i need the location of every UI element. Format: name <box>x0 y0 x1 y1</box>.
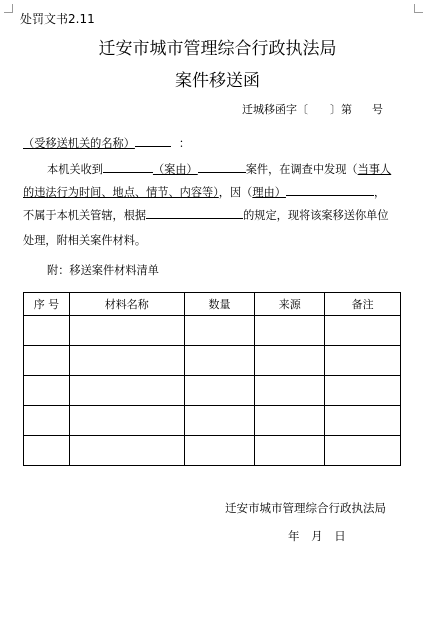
materials-table <box>23 292 401 466</box>
table-cell <box>69 436 184 466</box>
body-line-4: 处理，附相关案件材料。 <box>23 234 147 247</box>
body-text: 案件，在调查中发现（ <box>245 163 358 176</box>
body-text: ，因（ <box>218 186 253 199</box>
margin-mark-top-right <box>414 4 423 13</box>
legal-basis-blank <box>146 206 243 219</box>
table-cell <box>255 346 325 376</box>
recipient-placeholder: （受移送机关的名称） <box>23 137 135 150</box>
table-cell <box>184 346 255 376</box>
issuer-signature: 迁安市城市管理综合行政执法局 <box>225 501 386 515</box>
table-cell <box>325 436 401 466</box>
table-cell <box>255 406 325 436</box>
table-cell <box>255 376 325 406</box>
blank <box>286 183 374 196</box>
table-cell <box>325 346 401 376</box>
table-body <box>24 316 401 466</box>
table-cell <box>24 436 70 466</box>
header-source: 来源 <box>255 293 325 316</box>
recipient-colon: ： <box>178 137 191 150</box>
blank <box>103 160 153 173</box>
table-row <box>24 346 401 376</box>
table-row <box>24 376 401 406</box>
table-header-row <box>24 293 401 316</box>
issuer-title: 迁安市城市管理综合行政执法局 <box>98 39 337 59</box>
margin-mark-top-left <box>4 4 13 13</box>
party-placeholder: 当事人 <box>357 163 392 176</box>
recipient-blank <box>135 134 171 147</box>
date-line: 年 月 日 <box>288 529 346 543</box>
table-cell <box>325 316 401 346</box>
body-text: 本机关收到 <box>47 163 103 176</box>
table-cell <box>24 346 70 376</box>
table-cell <box>184 436 255 466</box>
table-cell <box>184 406 255 436</box>
ref-close: 〕第 <box>330 103 352 116</box>
table-row <box>24 406 401 436</box>
violation-details-placeholder: 的违法行为时间、地点、情节、内容等） <box>23 186 219 199</box>
table-cell <box>69 316 184 346</box>
body-line-1 <box>47 160 391 177</box>
reason-placeholder: 理由） <box>252 186 286 199</box>
reference-number <box>242 101 383 117</box>
table-row <box>24 316 401 346</box>
table-cell <box>69 376 184 406</box>
body-text: 的规定，现将该案移送你单位 <box>243 209 389 222</box>
table-cell <box>325 376 401 406</box>
header-material-name: 材料名称 <box>69 293 184 316</box>
body-line-3 <box>23 206 389 223</box>
body-text: 不属于本机关管辖，根据 <box>23 209 147 222</box>
table-cell <box>184 316 255 346</box>
table-cell <box>325 406 401 436</box>
table-cell <box>24 316 70 346</box>
document-title: 案件移送函 <box>175 71 260 91</box>
table-cell <box>184 376 255 406</box>
table-cell <box>24 406 70 436</box>
body-text: ， <box>373 186 386 199</box>
table-cell <box>69 406 184 436</box>
table-cell <box>24 376 70 406</box>
table-cell <box>255 436 325 466</box>
recipient-line <box>23 134 190 151</box>
ref-prefix: 迁城移函字〔 <box>242 103 308 116</box>
header-serial: 序 号 <box>24 293 70 316</box>
document-code: 处罚文书2.11 <box>20 12 95 26</box>
ref-suffix: 号 <box>372 103 383 116</box>
header-remarks: 备注 <box>325 293 401 316</box>
table-row <box>24 436 401 466</box>
table-cell <box>69 346 184 376</box>
attachment-note: 附：移送案件材料清单 <box>47 264 159 277</box>
header-quantity: 数量 <box>184 293 255 316</box>
blank <box>198 160 246 173</box>
table-cell <box>255 316 325 346</box>
body-line-2 <box>23 183 385 200</box>
case-reason-placeholder: （案由） <box>152 163 198 176</box>
